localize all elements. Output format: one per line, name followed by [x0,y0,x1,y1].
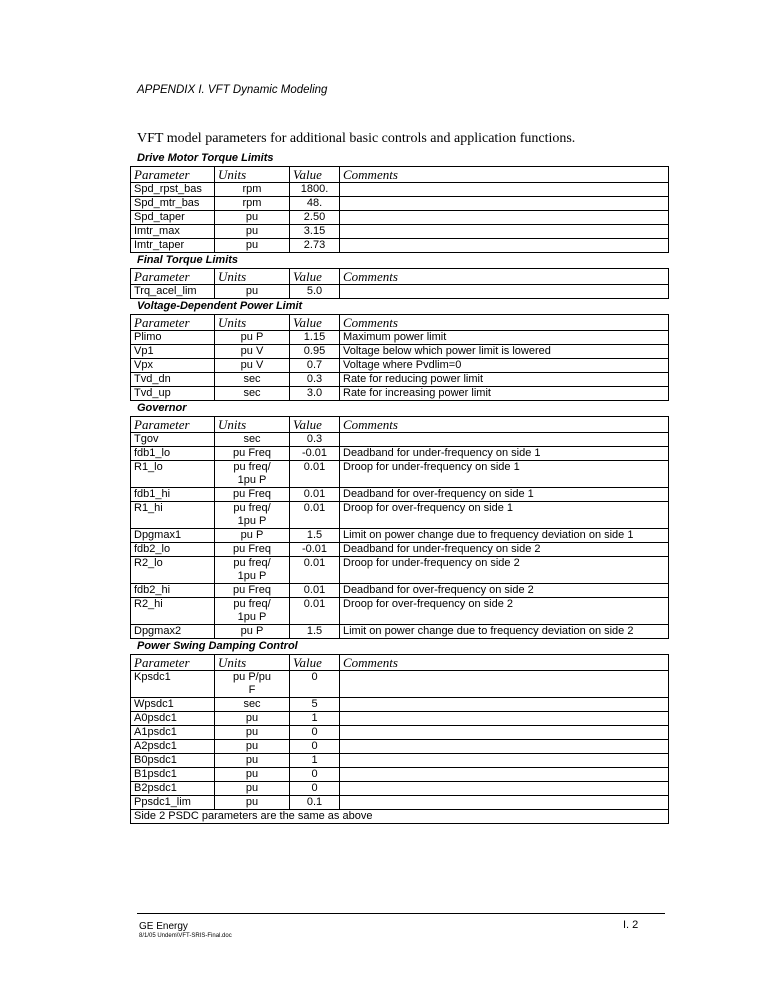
table-row [131,433,669,447]
table-row [131,598,669,625]
section-title: Drive Motor Torque Limits [137,152,274,164]
cell-units: sec [215,387,290,401]
table-row [131,740,669,754]
cell-units: pu [215,285,290,299]
table-row [131,239,669,253]
cell-units: pu Freq [215,488,290,502]
cell-comments [340,211,669,225]
cell-value: 0.95 [290,345,340,359]
table-row [131,285,669,299]
cell-value: 0.01 [290,557,340,584]
intro-text: VFT model parameters for additional basic controls and application functions. [137,131,576,146]
cell-units: pu P [215,625,290,639]
table-row [131,225,669,239]
table-row [131,726,669,740]
cell-parameter: R2_lo [131,557,215,584]
column-header-comments: Comments [340,417,669,433]
parameter-table [130,654,669,824]
cell-value: 1 [290,754,340,768]
cell-units: pu V [215,345,290,359]
cell-units: pu Freq [215,543,290,557]
section-title: Final Torque Limits [137,254,239,266]
table-header-row [131,655,669,671]
table-row [131,796,669,810]
cell-parameter: Vpx [131,359,215,373]
cell-comments [340,433,669,447]
cell-parameter: Spd_mtr_bas [131,197,215,211]
cell-comments [340,197,669,211]
cell-units: pu [215,726,290,740]
cell-value: 0 [290,740,340,754]
cell-value: 1.15 [290,331,340,345]
cell-units: pu [215,239,290,253]
cell-units: pu P [215,529,290,543]
cell-value: 2.50 [290,211,340,225]
cell-comments [340,796,669,810]
cell-units: pu [215,712,290,726]
cell-units: pu freq/ 1pu P [215,502,290,529]
cell-value: 0.1 [290,796,340,810]
cell-comments [340,712,669,726]
table-header-row [131,269,669,285]
cell-parameter: fdb2_hi [131,584,215,598]
table-row [131,529,669,543]
table-row [131,488,669,502]
column-header-parameter: Parameter [131,655,215,671]
cell-comments: Rate for increasing power limit [340,387,669,401]
cell-value: 1.5 [290,625,340,639]
cell-comments [340,782,669,796]
table-row [131,447,669,461]
cell-parameter: B0psdc1 [131,754,215,768]
cell-comments [340,768,669,782]
column-header-units: Units [215,655,290,671]
cell-comments: Maximum power limit [340,331,669,345]
cell-units: rpm [215,197,290,211]
cell-units: pu P/pu F [215,671,290,698]
cell-value: 0 [290,768,340,782]
cell-units: sec [215,433,290,447]
cell-value: 1800. [290,183,340,197]
cell-units: pu [215,768,290,782]
cell-value: 3.15 [290,225,340,239]
section-title: Governor [137,402,187,414]
column-header-units: Units [215,269,290,285]
page-header: APPENDIX I. VFT Dynamic Modeling [137,84,328,96]
table-row [131,359,669,373]
cell-value: 5.0 [290,285,340,299]
table-row [131,698,669,712]
parameter-table [130,166,669,253]
cell-value: 1.5 [290,529,340,543]
cell-comments [340,726,669,740]
cell-parameter: Wpsdc1 [131,698,215,712]
cell-parameter: R2_hi [131,598,215,625]
table-row [131,183,669,197]
cell-units: pu Freq [215,447,290,461]
column-header-value: Value [290,655,340,671]
table-row [131,768,669,782]
table-note: Side 2 PSDC parameters are the same as above [131,810,669,824]
cell-comments: Rate for reducing power limit [340,373,669,387]
table-row [131,461,669,488]
column-header-value: Value [290,315,340,331]
cell-units: pu P [215,331,290,345]
cell-units: pu [215,754,290,768]
column-header-parameter: Parameter [131,269,215,285]
table-note-row [131,810,669,824]
table-row [131,557,669,584]
cell-parameter: Dpgmax1 [131,529,215,543]
cell-units: pu Freq [215,584,290,598]
cell-units: pu [215,211,290,225]
cell-value: 0.01 [290,502,340,529]
table-row [131,502,669,529]
cell-parameter: Dpgmax2 [131,625,215,639]
cell-value: 2.73 [290,239,340,253]
section-title: Voltage-Dependent Power Limit [137,300,303,312]
cell-value: 0.01 [290,598,340,625]
cell-value: 0.3 [290,373,340,387]
cell-comments [340,671,669,698]
column-header-parameter: Parameter [131,315,215,331]
cell-units: pu freq/ 1pu P [215,598,290,625]
table-row [131,671,669,698]
column-header-comments: Comments [340,315,669,331]
cell-parameter: Kpsdc1 [131,671,215,698]
cell-units: sec [215,373,290,387]
cell-parameter: Spd_taper [131,211,215,225]
cell-comments: Deadband for under-frequency on side 2 [340,543,669,557]
cell-parameter: Imtr_max [131,225,215,239]
cell-comments: Droop for over-frequency on side 1 [340,502,669,529]
cell-value: 0 [290,671,340,698]
cell-comments [340,225,669,239]
table-row [131,331,669,345]
parameter-table [130,314,669,401]
cell-value: 48. [290,197,340,211]
column-header-value: Value [290,167,340,183]
cell-value: 0.01 [290,488,340,502]
column-header-parameter: Parameter [131,167,215,183]
cell-comments [340,698,669,712]
cell-parameter: Tgov [131,433,215,447]
cell-parameter: B1psdc1 [131,768,215,782]
cell-parameter: A2psdc1 [131,740,215,754]
cell-parameter: Ppsdc1_lim [131,796,215,810]
cell-parameter: Trq_acel_lim [131,285,215,299]
cell-comments: Deadband for under-frequency on side 1 [340,447,669,461]
cell-value: 0.3 [290,433,340,447]
cell-parameter: B2psdc1 [131,782,215,796]
cell-units: pu freq/ 1pu P [215,557,290,584]
cell-parameter: Imtr_taper [131,239,215,253]
parameter-table [130,416,669,639]
cell-parameter: Tvd_up [131,387,215,401]
cell-units: pu [215,225,290,239]
cell-comments [340,183,669,197]
cell-comments: Droop for under-frequency on side 2 [340,557,669,584]
cell-value: 3.0 [290,387,340,401]
cell-parameter: Plimo [131,331,215,345]
cell-units: pu [215,740,290,754]
footer-org: GE Energy [139,921,188,932]
cell-comments: Deadband for over-frequency on side 2 [340,584,669,598]
cell-value: 0.01 [290,584,340,598]
cell-value: -0.01 [290,543,340,557]
cell-units: pu V [215,359,290,373]
table-header-row [131,315,669,331]
cell-units: pu [215,782,290,796]
table-row [131,387,669,401]
table-row [131,345,669,359]
footer-divider [137,913,665,914]
cell-comments: Droop for over-frequency on side 2 [340,598,669,625]
table-row [131,754,669,768]
column-header-parameter: Parameter [131,417,215,433]
table-row [131,197,669,211]
footer-filename: 8/1/05 Undem\VFT-SRIS-Final.doc [139,933,232,939]
column-header-comments: Comments [340,655,669,671]
table-row [131,584,669,598]
cell-units: sec [215,698,290,712]
cell-value: -0.01 [290,447,340,461]
cell-units: rpm [215,183,290,197]
cell-value: 0 [290,726,340,740]
cell-parameter: Vp1 [131,345,215,359]
column-header-units: Units [215,417,290,433]
cell-parameter: Spd_rpst_bas [131,183,215,197]
column-header-comments: Comments [340,269,669,285]
table-row [131,211,669,225]
table-header-row [131,417,669,433]
column-header-value: Value [290,417,340,433]
column-header-units: Units [215,315,290,331]
column-header-comments: Comments [340,167,669,183]
cell-comments: Deadband for over-frequency on side 1 [340,488,669,502]
parameter-table [130,268,669,299]
table-row [131,543,669,557]
cell-comments [340,754,669,768]
cell-parameter: R1_lo [131,461,215,488]
cell-value: 1 [290,712,340,726]
cell-parameter: Tvd_dn [131,373,215,387]
cell-units: pu freq/ 1pu P [215,461,290,488]
parameter-tables [130,151,668,824]
cell-units: pu [215,796,290,810]
cell-comments: Limit on power change due to frequency deviation on side 1 [340,529,669,543]
cell-comments: Voltage below which power limit is lowered [340,345,669,359]
cell-comments: Droop for under-frequency on side 1 [340,461,669,488]
cell-parameter: fdb1_lo [131,447,215,461]
table-row [131,625,669,639]
cell-comments: Limit on power change due to frequency deviation on side 2 [340,625,669,639]
cell-value: 0 [290,782,340,796]
cell-parameter: A1psdc1 [131,726,215,740]
cell-comments: Voltage where Pvdlim=0 [340,359,669,373]
table-row [131,373,669,387]
cell-parameter: R1_hi [131,502,215,529]
section-title: Power Swing Damping Control [137,640,298,652]
cell-comments [340,239,669,253]
column-header-units: Units [215,167,290,183]
cell-value: 0.7 [290,359,340,373]
page-number: I. 2 [623,919,639,931]
table-row [131,782,669,796]
cell-comments [340,740,669,754]
cell-comments [340,285,669,299]
table-row [131,712,669,726]
cell-parameter: fdb2_lo [131,543,215,557]
cell-value: 5 [290,698,340,712]
column-header-value: Value [290,269,340,285]
table-header-row [131,167,669,183]
cell-parameter: fdb1_hi [131,488,215,502]
cell-parameter: A0psdc1 [131,712,215,726]
cell-value: 0.01 [290,461,340,488]
